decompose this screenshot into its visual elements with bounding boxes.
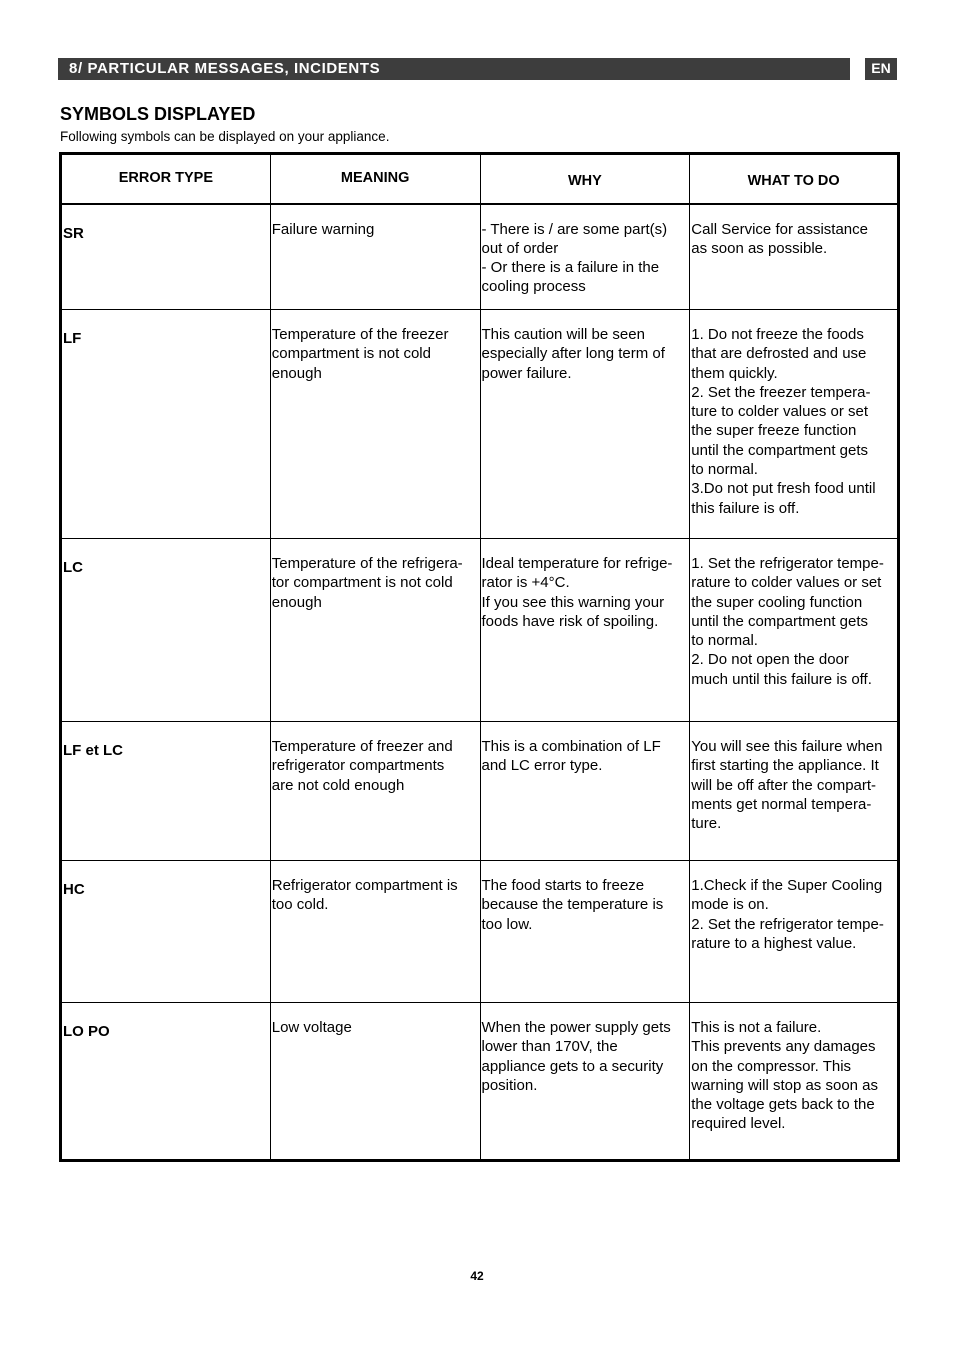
cell-text-line: enough (271, 364, 322, 382)
error-code-cell: LF (61, 310, 271, 539)
cell-text-line: 1.Check if the Super Cooling (691, 877, 883, 894)
symbols-title: SYMBOLS DISPLAYED (60, 104, 256, 124)
cell-text-line: appliance gets to a security (481, 1057, 664, 1075)
cell-text-line: This is a combination of LF (481, 738, 661, 755)
column-header-why: WHY (480, 154, 690, 204)
cell-text-line: compartment is not cold (271, 345, 431, 363)
cell-text-line: as soon as possible. (691, 239, 828, 257)
cell-text-line: this failure is off. (691, 499, 800, 517)
why-cell (480, 204, 690, 310)
meaning-cell (270, 1003, 480, 1161)
cell-text-line: This caution will be seen (481, 326, 645, 343)
cell-text-line: especially after long term of (481, 345, 665, 363)
cell-text-line: too cold. (271, 896, 329, 914)
cell-text-line: Temperature of the refrigera- (271, 555, 463, 572)
why-cell (480, 310, 690, 539)
table-row (61, 722, 899, 861)
cell-text-line: foods have risk of spoiling. (481, 612, 659, 630)
cell-text-line: to normal. (691, 632, 758, 650)
why-cell (480, 539, 690, 722)
cell-text-line: This prevents any damages (691, 1038, 876, 1056)
why-cell (480, 1003, 690, 1161)
cell-text-line: the voltage gets back to the (691, 1096, 875, 1114)
cell-text-line: enough (271, 593, 322, 611)
cell-text-line: 2. Set the refrigerator tempe- (691, 915, 884, 933)
error-code-cell: HC (61, 861, 271, 1003)
what-to-do-cell (690, 310, 899, 539)
table-row (61, 861, 899, 1003)
cell-text-line: required level. (691, 1115, 786, 1133)
meaning-cell (270, 539, 480, 722)
cell-text-line: 2. Do not open the door (691, 651, 849, 669)
page-number: 42 (470, 1269, 484, 1283)
cell-text-line: ments get normal tempera- (691, 795, 872, 813)
section-header-bar (58, 58, 850, 80)
what-to-do-cell (690, 1003, 899, 1161)
cell-text-line: the super cooling function (691, 593, 863, 611)
cell-text-line: If you see this warning your (481, 593, 665, 611)
cell-text-line: first starting the appliance. It (691, 757, 879, 775)
column-header-meaning: MEANING (270, 154, 480, 204)
cell-text-line: them quickly. (691, 364, 778, 382)
cell-text-line: Temperature of the freezer (271, 326, 449, 343)
table-row (61, 204, 899, 310)
why-cell (480, 722, 690, 861)
section-heading: 8/ PARTICULAR MESSAGES, INCIDENTS (69, 60, 381, 77)
cell-text-line: 1. Set the refrigerator tempe- (691, 555, 884, 572)
cell-text-line: until the compartment gets (691, 441, 869, 459)
cell-text-line: Refrigerator compartment is (271, 877, 458, 894)
cell-text-line: mode is on. (691, 896, 769, 914)
cell-text-line: will be off after the compart- (691, 776, 877, 794)
cell-text-line: - There is / are some part(s) (481, 220, 668, 238)
column-header-error-type: ERROR TYPE (61, 154, 271, 204)
cell-text-line: 3.Do not put fresh food until (691, 480, 876, 498)
what-to-do-cell (690, 204, 899, 310)
cell-text-line: rator is +4°C. (481, 574, 570, 592)
error-code-cell: SR (61, 204, 271, 310)
cell-text-line: the super freeze function (691, 422, 857, 440)
cell-text-line: warning will stop as soon as (691, 1076, 879, 1094)
what-to-do-cell (690, 722, 899, 861)
cell-text-line: Failure warning (271, 220, 375, 238)
cell-text-line: until the compartment gets (691, 612, 869, 630)
cell-text-line: This is not a failure. (691, 1019, 822, 1036)
table-row (61, 1003, 899, 1161)
cell-text-line: lower than 170V, the (481, 1038, 618, 1056)
meaning-cell (270, 722, 480, 861)
cell-text-line: Call Service for assistance (691, 220, 868, 238)
cell-text-line: Low voltage (271, 1019, 352, 1036)
what-to-do-cell (690, 861, 899, 1003)
cell-text-line: much until this failure is off. (691, 670, 872, 688)
meaning-cell (270, 310, 480, 539)
cell-text-line: too low. (481, 915, 533, 933)
cell-text-line: rature to colder values or set (691, 574, 882, 592)
cell-text-line: are not cold enough (271, 776, 405, 794)
symbols-intro: Following symbols can be displayed on your appliance. (60, 129, 390, 144)
cell-text-line: The food starts to freeze (481, 877, 645, 894)
table-row (61, 539, 899, 722)
meaning-cell (270, 204, 480, 310)
cell-text-line: 1. Do not freeze the foods (691, 326, 864, 343)
error-code-cell: LC (61, 539, 271, 722)
symbols-table (59, 152, 900, 1162)
cell-text-line: cooling process (481, 278, 586, 296)
cell-text-line: to normal. (691, 461, 758, 479)
meaning-cell (270, 861, 480, 1003)
cell-text-line: When the power supply gets (481, 1019, 671, 1036)
cell-text-line: refrigerator compartments (271, 757, 445, 775)
cell-text-line: that are defrosted and use (691, 345, 867, 363)
cell-text-line: rature to a highest value. (691, 934, 857, 952)
language-badge: EN (865, 58, 897, 80)
cell-text-line: Temperature of freezer and (271, 738, 453, 755)
cell-text-line: on the compressor. This (691, 1057, 852, 1075)
error-code-cell: LF et LC (61, 722, 271, 861)
what-to-do-cell (690, 539, 899, 722)
why-cell (480, 861, 690, 1003)
cell-text-line: ture. (691, 815, 722, 833)
cell-text-line: position. (481, 1076, 538, 1094)
cell-text-line: You will see this failure when (691, 738, 883, 755)
column-header-what-to-do: WHAT TO DO (690, 154, 899, 204)
cell-text-line: power failure. (481, 364, 572, 382)
cell-text-line: tor compartment is not cold (271, 574, 453, 592)
cell-text-line: Ideal temperature for refrige- (481, 555, 673, 572)
cell-text-line: because the temperature is (481, 896, 664, 914)
cell-text-line: - Or there is a failure in the (481, 259, 660, 277)
cell-text-line: and LC error type. (481, 757, 603, 775)
cell-text-line: ture to colder values or set (691, 403, 869, 421)
table-header-row (61, 154, 899, 204)
cell-text-line: 2. Set the freezer tempera- (691, 383, 871, 401)
error-code-cell: LO PO (61, 1003, 271, 1161)
cell-text-line: out of order (481, 239, 559, 257)
table-row (61, 310, 899, 539)
